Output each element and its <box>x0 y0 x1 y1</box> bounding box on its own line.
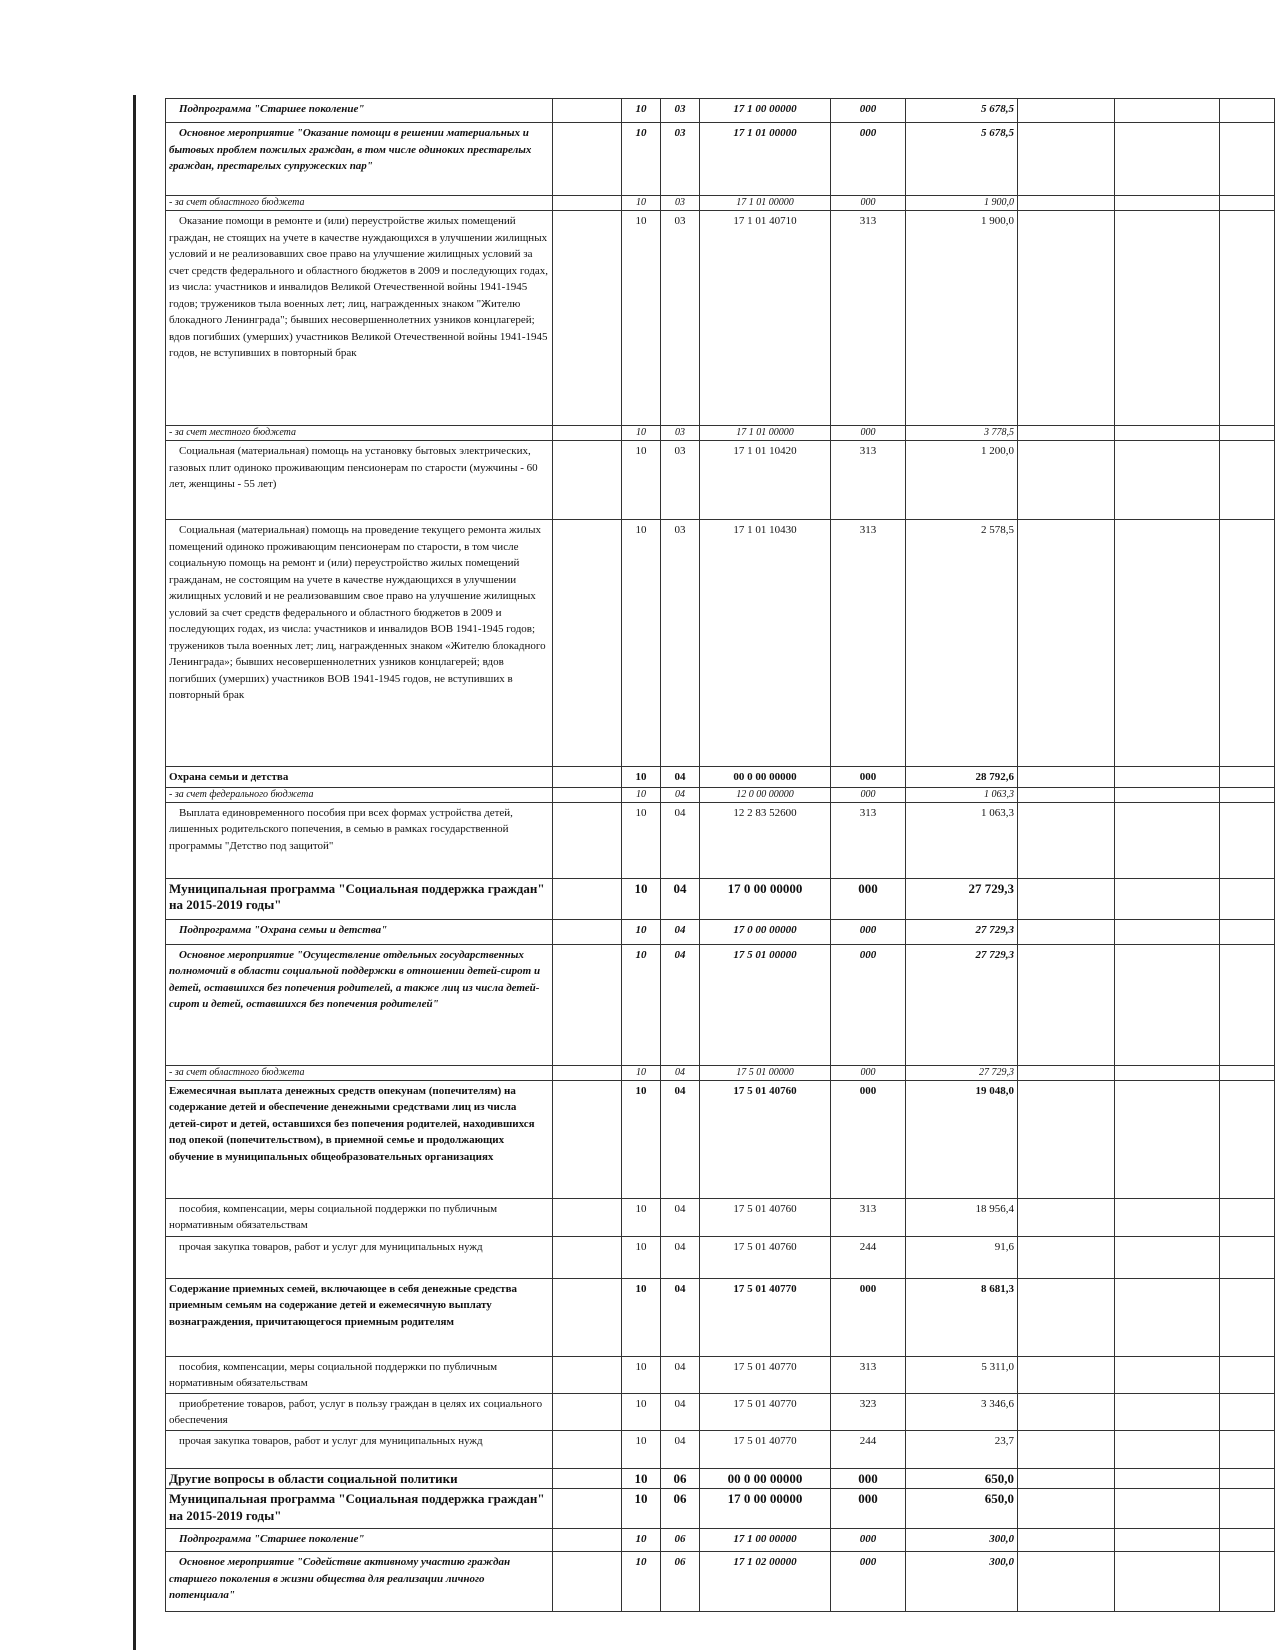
expense-type-code: 244 <box>831 1236 906 1278</box>
expense-type-code: 244 <box>831 1430 906 1468</box>
blank-cell <box>553 878 622 919</box>
blank-cell <box>1220 1468 1275 1489</box>
section-code: 10 <box>622 1552 661 1612</box>
amount: 8 681,3 <box>906 1278 1018 1356</box>
amount: 23,7 <box>906 1430 1018 1468</box>
blank-cell <box>1115 787 1220 802</box>
amount: 1 900,0 <box>906 211 1018 426</box>
blank-cell <box>1018 787 1115 802</box>
subsection-code: 06 <box>661 1552 700 1612</box>
blank-cell <box>553 196 622 211</box>
blank-cell <box>1115 1065 1220 1080</box>
expense-type-code: 000 <box>831 1552 906 1612</box>
expense-type-code: 000 <box>831 944 906 1065</box>
blank-cell <box>1220 1278 1275 1356</box>
subsection-code: 04 <box>661 1393 700 1430</box>
blank-cell <box>1018 1489 1115 1529</box>
target-article-code: 17 1 00 00000 <box>700 1529 831 1552</box>
section-code: 10 <box>622 878 661 919</box>
subsection-code: 03 <box>661 123 700 196</box>
blank-cell <box>1018 123 1115 196</box>
table-row <box>166 944 1275 1065</box>
amount: 19 048,0 <box>906 1080 1018 1198</box>
blank-cell <box>1018 1552 1115 1612</box>
blank-cell <box>553 211 622 426</box>
amount: 2 578,5 <box>906 520 1018 767</box>
blank-cell <box>1115 1236 1220 1278</box>
subsection-code: 04 <box>661 1236 700 1278</box>
expense-type-code: 313 <box>831 802 906 878</box>
table-row <box>166 426 1275 441</box>
section-code: 10 <box>622 211 661 426</box>
subsection-code: 04 <box>661 919 700 944</box>
table-row <box>166 767 1275 788</box>
target-article-code: 17 1 01 10430 <box>700 520 831 767</box>
blank-cell <box>1220 767 1275 788</box>
expense-type-code: 323 <box>831 1393 906 1430</box>
expense-type-code: 000 <box>831 1278 906 1356</box>
blank-cell <box>553 426 622 441</box>
blank-cell <box>1220 1065 1275 1080</box>
amount: 91,6 <box>906 1236 1018 1278</box>
amount: 650,0 <box>906 1468 1018 1489</box>
row-name: Подпрограмма "Охрана семьи и детства" <box>166 919 553 944</box>
subsection-code: 04 <box>661 1430 700 1468</box>
row-name: - за счет федерального бюджета <box>166 787 553 802</box>
table-row <box>166 1393 1275 1430</box>
section-code: 10 <box>622 1489 661 1529</box>
blank-cell <box>1220 919 1275 944</box>
row-name: пособия, компенсации, меры социальной поддержки по публичным нормативным обязательствам <box>166 1198 553 1236</box>
amount: 27 729,3 <box>906 1065 1018 1080</box>
blank-cell <box>1115 802 1220 878</box>
budget-table <box>165 98 1275 1612</box>
blank-cell <box>553 919 622 944</box>
blank-cell <box>1018 944 1115 1065</box>
blank-cell <box>1115 1356 1220 1393</box>
expense-type-code: 000 <box>831 878 906 919</box>
blank-cell <box>1220 196 1275 211</box>
subsection-code: 06 <box>661 1468 700 1489</box>
blank-cell <box>1115 1080 1220 1198</box>
blank-cell <box>1220 1236 1275 1278</box>
table-row <box>166 1080 1275 1198</box>
amount: 3 346,6 <box>906 1393 1018 1430</box>
table-row <box>166 441 1275 520</box>
table-row <box>166 123 1275 196</box>
blank-cell <box>1018 1529 1115 1552</box>
row-name: Содержание приемных семей, включающее в себя денежные средства приемным семьям на содержание детей и ежемесячную выплату вознаграждения, причитающегося приемным родителям <box>166 1278 553 1356</box>
blank-cell <box>553 1552 622 1612</box>
table-row <box>166 878 1275 919</box>
blank-cell <box>1220 441 1275 520</box>
blank-cell <box>553 1065 622 1080</box>
blank-cell <box>1220 520 1275 767</box>
subsection-code: 04 <box>661 787 700 802</box>
amount: 300,0 <box>906 1529 1018 1552</box>
blank-cell <box>1115 1430 1220 1468</box>
subsection-code: 04 <box>661 1065 700 1080</box>
blank-cell <box>1115 1529 1220 1552</box>
target-article-code: 12 2 83 52600 <box>700 802 831 878</box>
blank-cell <box>553 1468 622 1489</box>
blank-cell <box>1115 441 1220 520</box>
blank-cell <box>1220 1489 1275 1529</box>
table-row <box>166 211 1275 426</box>
blank-cell <box>553 520 622 767</box>
blank-cell <box>1018 1356 1115 1393</box>
section-code: 10 <box>622 123 661 196</box>
blank-cell <box>553 1198 622 1236</box>
table-row <box>166 1430 1275 1468</box>
expense-type-code: 000 <box>831 196 906 211</box>
section-code: 10 <box>622 1236 661 1278</box>
table-row <box>166 1489 1275 1529</box>
amount: 650,0 <box>906 1489 1018 1529</box>
row-name: Социальная (материальная) помощь на проведение текущего ремонта жилых помещений одиноко проживающим пенсионерам по старости, в том числе социальную помощь на ремонт и (или) переустройство жилых помещений гражданам, не состоящим на учете в качестве нуждающихся в улучшении жилищных условий и не реализовавшим свое право на улучшение жилищных условий за счет средств федерального и областного бюджетов в 2009 и последующих годах, из числа: участников и инвалидов ВОВ 1941-1945 годов; тружеников тыла военных лет; лиц, награжденных знаком «Жителю блокадного Ленинграда»; бывших несовершеннолетних узников концлагерей; вдов погибших (умерших) участников ВОВ 1941-1945 годов, не вступивших в повторный брак <box>166 520 553 767</box>
blank-cell <box>1220 1393 1275 1430</box>
subsection-code: 04 <box>661 1080 700 1198</box>
subsection-code: 04 <box>661 1278 700 1356</box>
row-name: пособия, компенсации, меры социальной поддержки по публичным нормативным обязательствам <box>166 1356 553 1393</box>
target-article-code: 17 0 00 00000 <box>700 878 831 919</box>
target-article-code: 17 5 01 40770 <box>700 1356 831 1393</box>
blank-cell <box>1220 1356 1275 1393</box>
section-code: 10 <box>622 944 661 1065</box>
section-code: 10 <box>622 196 661 211</box>
amount: 27 729,3 <box>906 919 1018 944</box>
subsection-code: 04 <box>661 767 700 788</box>
table-row <box>166 196 1275 211</box>
row-name: Подпрограмма "Старшее поколение" <box>166 99 553 123</box>
amount: 18 956,4 <box>906 1198 1018 1236</box>
section-code: 10 <box>622 1065 661 1080</box>
table-row <box>166 1198 1275 1236</box>
amount: 28 792,6 <box>906 767 1018 788</box>
target-article-code: 17 1 01 40710 <box>700 211 831 426</box>
target-article-code: 17 1 00 00000 <box>700 99 831 123</box>
row-name: Социальная (материальная) помощь на установку бытовых электрических, газовых плит одиноко проживающим пенсионерам по старости (мужчины - 60 лет, женщины - 55 лет) <box>166 441 553 520</box>
table-row <box>166 1236 1275 1278</box>
blank-cell <box>1018 1468 1115 1489</box>
row-name: Основное мероприятие "Оказание помощи в решении материальных и бытовых проблем пожилых граждан, в том числе одиноких престарелых граждан, престарелых супружеских пар" <box>166 123 553 196</box>
amount: 1 063,3 <box>906 787 1018 802</box>
blank-cell <box>553 787 622 802</box>
expense-type-code: 000 <box>831 1080 906 1198</box>
blank-cell <box>1115 196 1220 211</box>
section-code: 10 <box>622 1080 661 1198</box>
blank-cell <box>1018 1065 1115 1080</box>
row-name: Подпрограмма "Старшее поколение" <box>166 1529 553 1552</box>
blank-cell <box>553 99 622 123</box>
expense-type-code: 313 <box>831 520 906 767</box>
blank-cell <box>1018 1236 1115 1278</box>
table-row <box>166 99 1275 123</box>
blank-cell <box>1115 99 1220 123</box>
expense-type-code: 000 <box>831 1468 906 1489</box>
row-name: прочая закупка товаров, работ и услуг для муниципальных нужд <box>166 1236 553 1278</box>
amount: 5 678,5 <box>906 123 1018 196</box>
amount: 300,0 <box>906 1552 1018 1612</box>
blank-cell <box>1115 1468 1220 1489</box>
subsection-code: 04 <box>661 944 700 1065</box>
subsection-code: 04 <box>661 1198 700 1236</box>
row-name: прочая закупка товаров, работ и услуг для муниципальных нужд <box>166 1430 553 1468</box>
blank-cell <box>1220 1080 1275 1198</box>
row-name: Другие вопросы в области социальной политики <box>166 1468 553 1489</box>
blank-cell <box>1115 878 1220 919</box>
subsection-code: 04 <box>661 878 700 919</box>
section-code: 10 <box>622 1468 661 1489</box>
row-name: - за счет местного бюджета <box>166 426 553 441</box>
section-code: 10 <box>622 520 661 767</box>
blank-cell <box>553 1489 622 1529</box>
blank-cell <box>1115 123 1220 196</box>
target-article-code: 17 1 02 00000 <box>700 1552 831 1612</box>
table-row <box>166 787 1275 802</box>
subsection-code: 03 <box>661 426 700 441</box>
target-article-code: 00 0 00 00000 <box>700 767 831 788</box>
blank-cell <box>553 767 622 788</box>
blank-cell <box>1220 123 1275 196</box>
expense-type-code: 313 <box>831 211 906 426</box>
subsection-code: 03 <box>661 211 700 426</box>
target-article-code: 17 5 01 40760 <box>700 1236 831 1278</box>
section-code: 10 <box>622 802 661 878</box>
target-article-code: 17 1 01 10420 <box>700 441 831 520</box>
amount: 1 900,0 <box>906 196 1018 211</box>
blank-cell <box>553 1236 622 1278</box>
left-margin-rule <box>133 95 136 1650</box>
expense-type-code: 313 <box>831 441 906 520</box>
blank-cell <box>1220 99 1275 123</box>
target-article-code: 17 5 01 40760 <box>700 1080 831 1198</box>
table-row <box>166 1529 1275 1552</box>
blank-cell <box>1220 944 1275 1065</box>
blank-cell <box>1220 802 1275 878</box>
blank-cell <box>1115 426 1220 441</box>
row-name: Охрана семьи и детства <box>166 767 553 788</box>
blank-cell <box>1115 1552 1220 1612</box>
target-article-code: 17 5 01 40770 <box>700 1430 831 1468</box>
blank-cell <box>1115 944 1220 1065</box>
expense-type-code: 000 <box>831 1065 906 1080</box>
section-code: 10 <box>622 99 661 123</box>
row-name: Основное мероприятие "Осуществление отдельных государственных полномочий в области социальной поддержки в отношении детей-сирот и детей, оставшихся без попечения родителей, а также лиц из числа детей-сирот и детей, оставшихся без попечения родителей" <box>166 944 553 1065</box>
subsection-code: 03 <box>661 196 700 211</box>
blank-cell <box>1018 767 1115 788</box>
blank-cell <box>1018 878 1115 919</box>
expense-type-code: 000 <box>831 99 906 123</box>
blank-cell <box>1220 1529 1275 1552</box>
expense-type-code: 313 <box>831 1356 906 1393</box>
table-row <box>166 1278 1275 1356</box>
blank-cell <box>1018 802 1115 878</box>
blank-cell <box>1018 441 1115 520</box>
section-code: 10 <box>622 1356 661 1393</box>
section-code: 10 <box>622 1278 661 1356</box>
blank-cell <box>1018 426 1115 441</box>
row-name: Основное мероприятие "Содействие активному участию граждан старшего поколения в жизни общества для реализации личного потенциала" <box>166 1552 553 1612</box>
expense-type-code: 000 <box>831 426 906 441</box>
blank-cell <box>1115 520 1220 767</box>
amount: 5 311,0 <box>906 1356 1018 1393</box>
table-row <box>166 1468 1275 1489</box>
section-code: 10 <box>622 441 661 520</box>
blank-cell <box>553 1356 622 1393</box>
blank-cell <box>1115 1393 1220 1430</box>
section-code: 10 <box>622 1198 661 1236</box>
table-row <box>166 1065 1275 1080</box>
row-name: приобретение товаров, работ, услуг в пользу граждан в целях их социального обеспечения <box>166 1393 553 1430</box>
target-article-code: 17 1 01 00000 <box>700 123 831 196</box>
section-code: 10 <box>622 767 661 788</box>
row-name: Муниципальная программа "Социальная поддержка граждан" на 2015-2019 годы" <box>166 878 553 919</box>
subsection-code: 03 <box>661 441 700 520</box>
section-code: 10 <box>622 1430 661 1468</box>
blank-cell <box>1018 99 1115 123</box>
blank-cell <box>1018 520 1115 767</box>
target-article-code: 00 0 00 00000 <box>700 1468 831 1489</box>
row-name: Выплата единовременного пособия при всех формах устройства детей, лишенных родительского попечения, в семью в рамках государственной программы "Детство под защитой" <box>166 802 553 878</box>
blank-cell <box>1018 1278 1115 1356</box>
blank-cell <box>1220 426 1275 441</box>
target-article-code: 17 5 01 00000 <box>700 944 831 1065</box>
blank-cell <box>1115 767 1220 788</box>
blank-cell <box>1115 211 1220 426</box>
subsection-code: 04 <box>661 802 700 878</box>
blank-cell <box>1220 787 1275 802</box>
subsection-code: 03 <box>661 520 700 767</box>
target-article-code: 17 0 00 00000 <box>700 919 831 944</box>
blank-cell <box>1220 878 1275 919</box>
blank-cell <box>1220 1552 1275 1612</box>
blank-cell <box>1018 919 1115 944</box>
target-article-code: 17 0 00 00000 <box>700 1489 831 1529</box>
row-name: Муниципальная программа "Социальная поддержка граждан" на 2015-2019 годы" <box>166 1489 553 1529</box>
blank-cell <box>1018 211 1115 426</box>
target-article-code: 17 5 01 40770 <box>700 1278 831 1356</box>
table-row <box>166 1552 1275 1612</box>
blank-cell <box>1220 1430 1275 1468</box>
amount: 27 729,3 <box>906 944 1018 1065</box>
blank-cell <box>553 1430 622 1468</box>
blank-cell <box>1115 919 1220 944</box>
section-code: 10 <box>622 426 661 441</box>
blank-cell <box>1018 196 1115 211</box>
target-article-code: 17 5 01 40760 <box>700 1198 831 1236</box>
blank-cell <box>553 1393 622 1430</box>
blank-cell <box>1220 1198 1275 1236</box>
blank-cell <box>553 802 622 878</box>
target-article-code: 17 1 01 00000 <box>700 196 831 211</box>
row-name: - за счет областного бюджета <box>166 196 553 211</box>
blank-cell <box>1018 1430 1115 1468</box>
row-name: Оказание помощи в ремонте и (или) переустройстве жилых помещений граждан, не стоящих на учете в качестве нуждающихся в улучшении жилищных условий и не реализовавших свое право на улучшение жилищных условий за счет средств федерального и областного бюджетов в 2009 и последующих годах, из числа: участников и инвалидов Великой Отечественной войны 1941-1945 годов; тружеников тыла военных лет; лиц, награжденных знаком "Жителю блокадного Ленинграда"; бывших несовершеннолетних узников концлагерей; вдов погибших (умерших) участников Великой Отечественной войны 1941-1945 годов, не вступивших в повторный брак <box>166 211 553 426</box>
blank-cell <box>553 123 622 196</box>
amount: 5 678,5 <box>906 99 1018 123</box>
section-code: 10 <box>622 1393 661 1430</box>
blank-cell <box>1220 211 1275 426</box>
subsection-code: 03 <box>661 99 700 123</box>
expense-type-code: 000 <box>831 123 906 196</box>
section-code: 10 <box>622 1529 661 1552</box>
section-code: 10 <box>622 919 661 944</box>
expense-type-code: 000 <box>831 1489 906 1529</box>
subsection-code: 06 <box>661 1529 700 1552</box>
amount: 3 778,5 <box>906 426 1018 441</box>
blank-cell <box>553 944 622 1065</box>
amount: 27 729,3 <box>906 878 1018 919</box>
blank-cell <box>1115 1198 1220 1236</box>
row-name: Ежемесячная выплата денежных средств опекунам (попечителям) на содержание детей и обеспечение денежными средствами лиц из числа детей-сирот и детей, оставшихся без попечения родителей, находившихся под опекой (попечительством), в приемной семье и продолжающих обучение в муниципальных общеобразовательных организациях <box>166 1080 553 1198</box>
subsection-code: 04 <box>661 1356 700 1393</box>
expense-type-code: 313 <box>831 1198 906 1236</box>
table-row <box>166 1356 1275 1393</box>
amount: 1 063,3 <box>906 802 1018 878</box>
amount: 1 200,0 <box>906 441 1018 520</box>
expense-type-code: 000 <box>831 787 906 802</box>
blank-cell <box>553 441 622 520</box>
blank-cell <box>1018 1393 1115 1430</box>
blank-cell <box>553 1278 622 1356</box>
target-article-code: 17 5 01 40770 <box>700 1393 831 1430</box>
section-code: 10 <box>622 787 661 802</box>
expense-type-code: 000 <box>831 1529 906 1552</box>
blank-cell <box>553 1529 622 1552</box>
subsection-code: 06 <box>661 1489 700 1529</box>
blank-cell <box>553 1080 622 1198</box>
table-row <box>166 919 1275 944</box>
target-article-code: 17 1 01 00000 <box>700 426 831 441</box>
blank-cell <box>1018 1198 1115 1236</box>
row-name: - за счет областного бюджета <box>166 1065 553 1080</box>
target-article-code: 12 0 00 00000 <box>700 787 831 802</box>
blank-cell <box>1115 1489 1220 1529</box>
target-article-code: 17 5 01 00000 <box>700 1065 831 1080</box>
table-row <box>166 802 1275 878</box>
expense-type-code: 000 <box>831 919 906 944</box>
blank-cell <box>1115 1278 1220 1356</box>
expense-type-code: 000 <box>831 767 906 788</box>
blank-cell <box>1018 1080 1115 1198</box>
table-row <box>166 520 1275 767</box>
